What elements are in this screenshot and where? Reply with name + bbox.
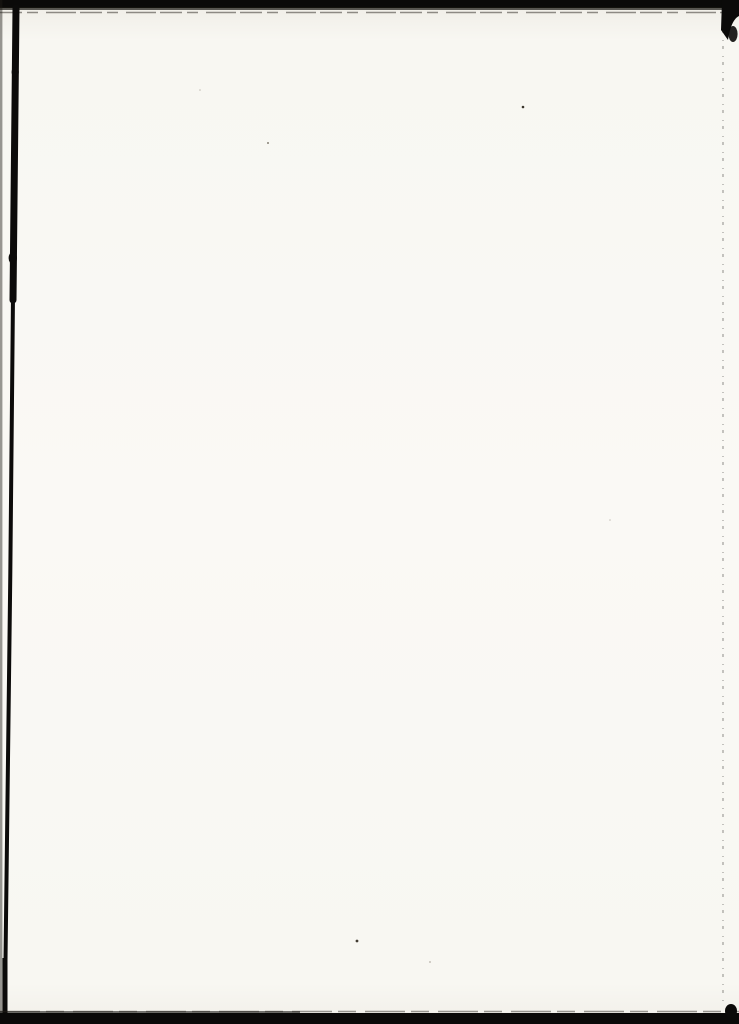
scan-artifact-left-edge [0,0,19,1024]
scan-artifact-specks [199,89,611,963]
scan-artifact-right-edge [721,0,739,1005]
scan-artifact-bottom-edge [0,1004,739,1024]
scan-artifact-top-edge [0,0,739,13]
